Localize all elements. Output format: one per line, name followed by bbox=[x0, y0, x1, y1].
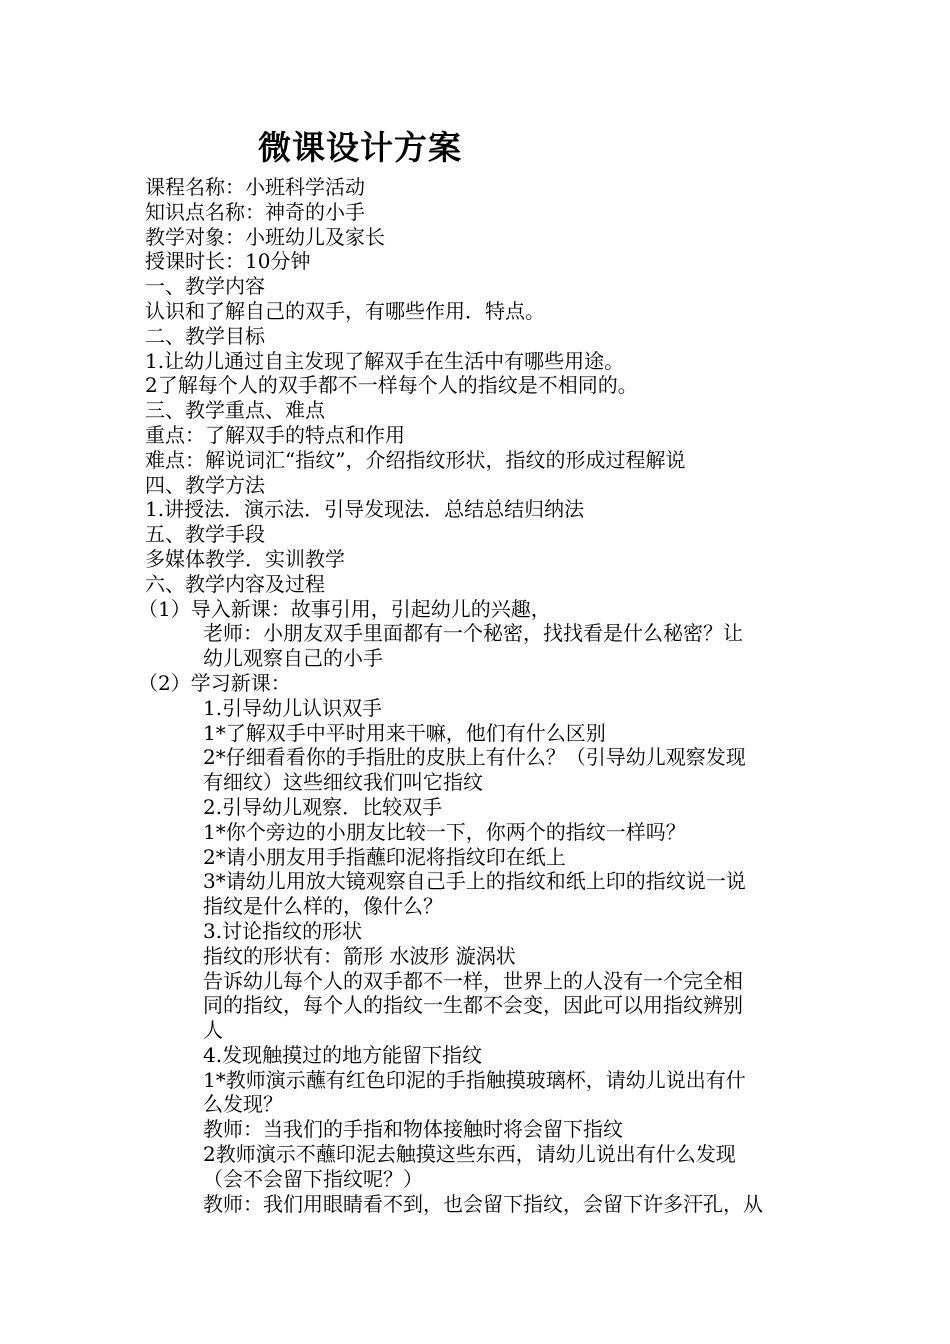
paragraph-line: 多媒体教学．实训教学 bbox=[145, 546, 345, 571]
document-body bbox=[138, 175, 810, 1216]
section-heading: 六、教学内容及过程 bbox=[145, 571, 325, 596]
list-item: 2*请小朋友用手指蘸印泥将指纹印在纸上 bbox=[203, 844, 566, 869]
paragraph-line: 么发现？ bbox=[203, 1092, 283, 1117]
course-name-line: 课程名称：小班科学活动 bbox=[145, 175, 365, 199]
list-item: 3.讨论指纹的形状 bbox=[203, 918, 363, 943]
list-item: 2教师演示不蘸印泥去触摸这些东西，请幼儿说出有什么发现 bbox=[203, 1142, 736, 1167]
section-heading: 五、教学手段 bbox=[145, 522, 265, 547]
list-item: 1.让幼儿通过自主发现了解双手在生活中有哪些用途。 bbox=[145, 348, 625, 373]
list-item: 1.引导幼儿认识双手 bbox=[203, 695, 383, 720]
paragraph-line: 幼儿观察自己的小手 bbox=[203, 646, 383, 671]
list-item: 2.引导幼儿观察．比较双手 bbox=[203, 794, 443, 819]
paragraph-line: 认识和了解自己的双手，有哪些作用．特点。 bbox=[145, 298, 545, 323]
audience-line: 教学对象：小班幼儿及家长 bbox=[145, 224, 385, 249]
list-item: 2*仔细看看你的手指肚的皮肤上有什么？（引导幼儿观察发现 bbox=[203, 745, 746, 770]
section-heading: 一、教学内容 bbox=[145, 274, 265, 299]
section-heading: 四、教学方法 bbox=[145, 472, 265, 497]
paragraph-line: 老师：小朋友双手里面都有一个秘密，找找看是什么秘密？让 bbox=[203, 621, 743, 646]
knowledge-point-line: 知识点名称：神奇的小手 bbox=[145, 199, 365, 224]
list-item: 1*你个旁边的小朋友比较一下，你两个的指纹一样吗？ bbox=[203, 819, 686, 844]
paragraph-line: 指纹是什么样的，像什么？ bbox=[203, 894, 443, 919]
list-item: 3*请幼儿用放大镜观察自己手上的指纹和纸上印的指纹说一说 bbox=[203, 869, 746, 894]
paragraph-line: 指纹的形状有：箭形 水波形 漩涡状 bbox=[203, 943, 516, 968]
paragraph-line: 告诉幼儿每个人的双手都不一样，世界上的人没有一个完全相 bbox=[203, 968, 743, 993]
paragraph-line: （会不会留下指纹呢？） bbox=[203, 1166, 423, 1191]
subsection-heading: （2）学习新课： bbox=[138, 670, 291, 695]
paragraph-line: 重点：了解双手的特点和作用 bbox=[145, 422, 405, 447]
duration-line: 授课时长：10分钟 bbox=[145, 249, 311, 274]
list-item: 1*教师演示蘸有红色印泥的手指触摸玻璃杯，请幼儿说出有什 bbox=[203, 1067, 746, 1092]
list-item: 2了解每个人的双手都不一样每个人的指纹是不相同的。 bbox=[145, 373, 638, 398]
section-heading: 二、教学目标 bbox=[145, 323, 265, 348]
list-item: 4.发现触摸过的地方能留下指纹 bbox=[203, 1042, 483, 1067]
paragraph-line: 教师：当我们的手指和物体接触时将会留下指纹 bbox=[203, 1117, 623, 1142]
paragraph-line: 人 bbox=[203, 1018, 223, 1043]
subsection-heading: （1）导入新课：故事引用，引起幼儿的兴趣， bbox=[138, 596, 551, 621]
paragraph-line: 有细纹）这些细纹我们叫它指纹 bbox=[203, 770, 483, 795]
document-title: 微课设计方案 bbox=[258, 128, 462, 167]
list-item: 1.讲授法．演示法．引导发现法．总结总结归纳法 bbox=[145, 497, 585, 522]
paragraph-line: 同的指纹，每个人的指纹一生都不会变，因此可以用指纹辨别 bbox=[203, 993, 743, 1018]
list-item: 1*了解双手中平时用来干嘛，他们有什么区别 bbox=[203, 720, 606, 745]
section-heading: 三、教学重点、难点 bbox=[145, 398, 325, 423]
paragraph-line: 教师：我们用眼睛看不到，也会留下指纹，会留下许多汗孔，从 bbox=[203, 1191, 763, 1216]
paragraph-line: 难点：解说词汇“指纹”，介绍指纹形状，指纹的形成过程解说 bbox=[145, 447, 686, 472]
